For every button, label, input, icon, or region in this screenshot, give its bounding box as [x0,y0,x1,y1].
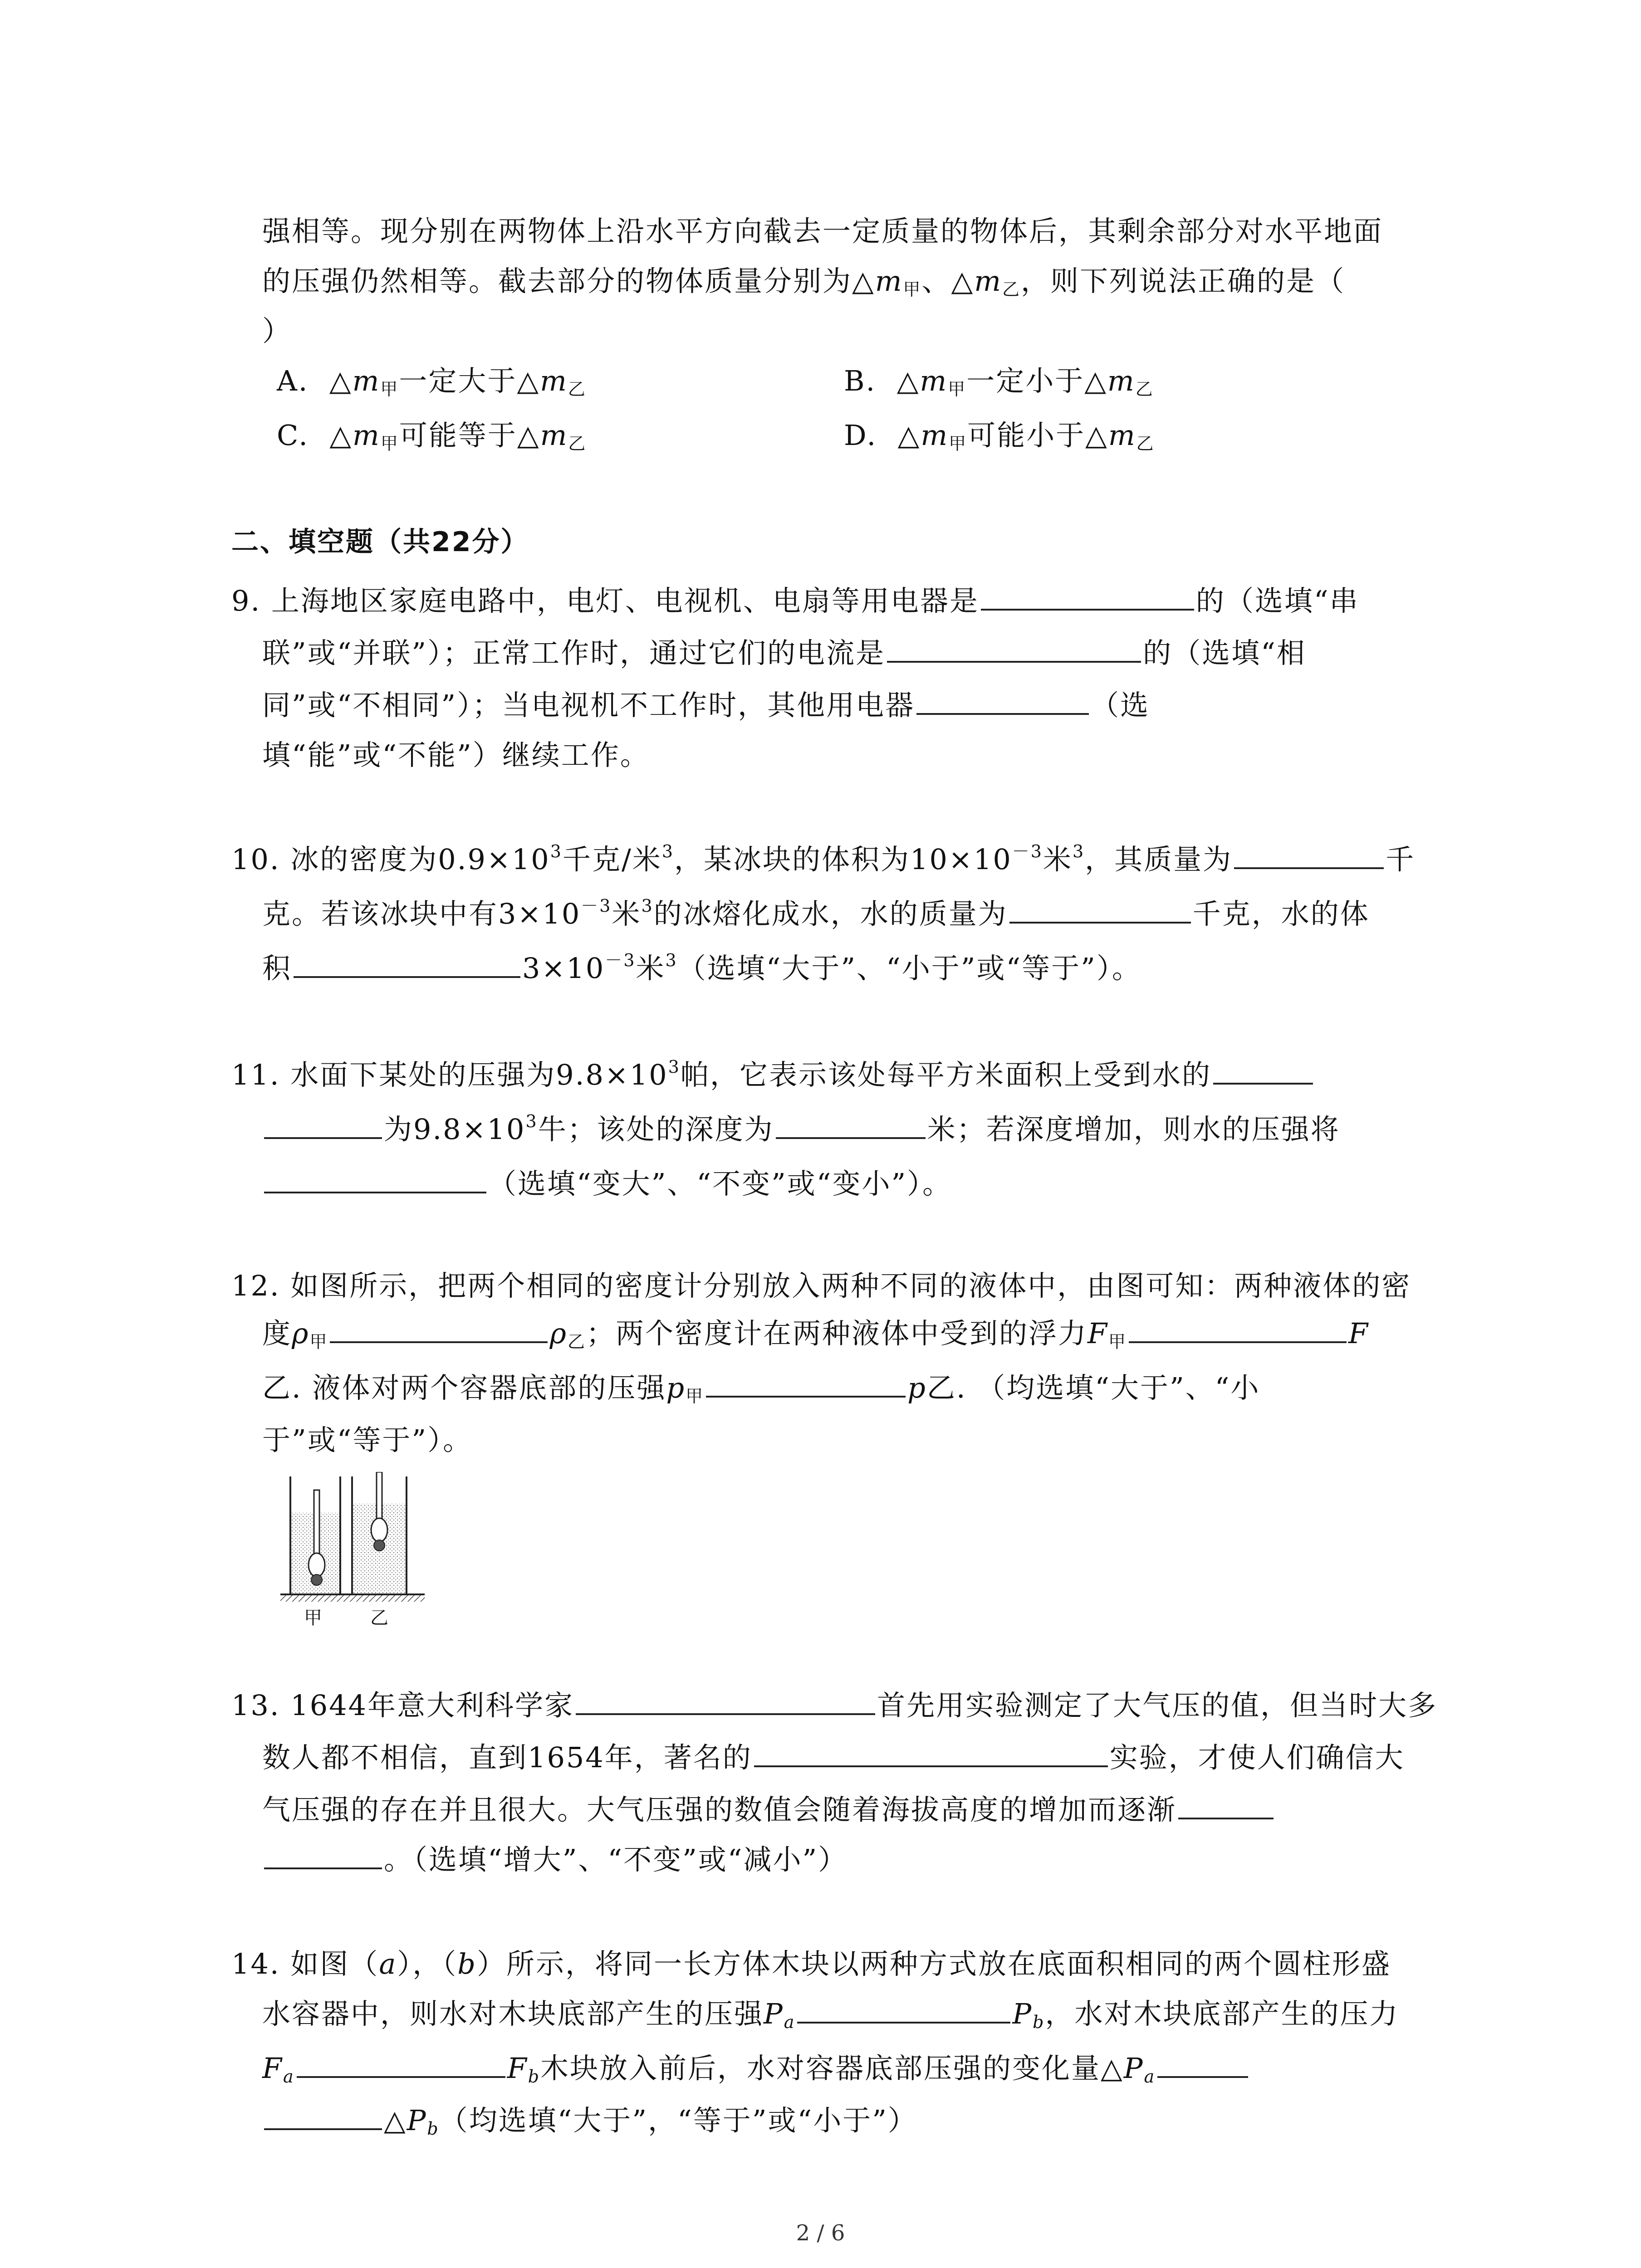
hydrometer-diagram [280,1472,435,1626]
q8-option-b: B. $\triangle m_甲$一定小于$\triangle m_乙$ [844,364,1154,399]
q9-line1: 9. 上海地区家庭电路中，电灯、电视机、电扇等用电器是 的（选填“串 [231,584,1359,617]
q13-line4: 。（选填“增大”、“不变”或“减小”） [262,1842,847,1878]
section-heading: 二、填空题（共22分） [231,526,529,558]
q8-line2: 的压强仍然相等。截去部分的物体质量分别为$\triangle m_甲$、$\triangle m_乙$，则下列说法正确的是（ [262,264,1346,299]
q8-option-d: D. $\triangle m_甲$可能小于$\triangle m_乙$ [844,419,1155,454]
q14-line3: $F_a$ $F_b$木块放入前后，水对容器底部压强的变化量$\triangle P_a$ [262,2050,1250,2087]
q9-line4: 填“能”或“不能”）继续工作。 [262,738,650,772]
q12-line4: 于”或“等于”）。 [262,1423,473,1457]
q13-line3: 气压强的存在并且很大。大气压强的数值会随着海拔高度的增加而逐渐 [262,1792,1275,1828]
hydrometer-figure [280,1472,435,1626]
figure-label-jia: 甲 [304,1608,322,1628]
q10-line2: 克。若该冰块中有$3\times 10^{-3}$米$^3$的冰熔化成水，水的质量为 千克，水的体 [262,896,1370,930]
q11-line3: （选填“变大”、“不变”或“变小”）。 [262,1166,952,1202]
q13-line1: 13. 1644年意大利科学家 首先用实验测定了大气压的值，但当时大多 [231,1689,1438,1722]
figure-label-yi: 乙 [370,1608,388,1628]
hydrometer-jia-stem [314,1490,319,1558]
hydrometer-yi-weight [374,1540,385,1551]
q8-line1: 强相等。现分别在两物体上沿水平方向截去一定质量的物体后，其剩余部分对水平地面 [262,215,1383,248]
q9-line2: 联”或“并联”）；正常工作时，通过它们的电流是 的（选填“相 [262,636,1306,670]
hydrometer-yi-stem [377,1472,382,1522]
page-number: 2 / 6 [796,2220,845,2246]
q14-line4: $\triangle P_b$（均选填“大于”，“等于”或“小于”） [262,2102,917,2139]
q8-line3: ） [262,314,292,347]
q14-line1: 14. 如图（a），（b）所示，将同一长方体木块以两种方式放在底面积相同的两个圆柱形盛 [231,1947,1391,1980]
q10-line3: 积 $3\times 10^{-3}$米$^3$（选填“大于”、“小于”或“等于”）。 [262,950,1141,985]
q9-line3: 同”或“不相同”）；当电视机不工作时，其他用电器 （选 [262,689,1150,722]
q8-option-c: C. $\triangle m_甲$可能等于$\triangle m_乙$ [277,419,587,454]
hydrometer-yi-bulb [371,1518,387,1542]
q13-line2: 数人都不相信，直到1654年，著名的 实验，才使人们确信大 [262,1741,1405,1774]
q11-line2: 为$9.8\times 10^3$牛；该处的深度为 米；若深度增加，则水的压强将 [262,1111,1340,1148]
q10-line1: 10. 冰的密度为$0.9\times 10^3$千克/米$^3$，某冰块的体积为$10\times 10^{-3}$米$^3$，其质量为 千 [231,841,1416,876]
hydrometer-jia-weight [311,1574,322,1585]
ground [280,1594,425,1602]
q12-line1: 12. 如图所示，把两个相同的密度计分别放入两种不同的液体中，由图可知：两种液体的密 [231,1269,1411,1302]
q14-line2: 水容器中，则水对木块底部产生的压强$P_a$ $P_b$，水对木块底部产生的压力 [262,1997,1399,2032]
q12-line3: 乙. 液体对两个容器底部的压强$p_甲$ p乙. （均选填“大于”、“小 [262,1371,1260,1406]
q12-line2: 度$\rho_甲$ $\rho_乙$；两个密度计在两种液体中受到的浮力$F_甲$ F [262,1317,1370,1352]
q8-option-a: A. $\triangle m_甲$一定大于$\triangle m_乙$ [277,364,587,399]
q11-line1: 11. 水面下某处的压强为$9.8\times 10^3$帕，它表示该处每平方米面积上受到水的 [231,1057,1315,1093]
hydrometer-jia-bulb [309,1553,325,1577]
